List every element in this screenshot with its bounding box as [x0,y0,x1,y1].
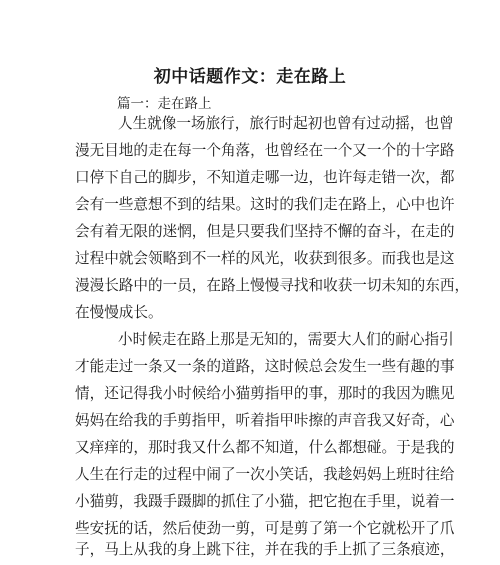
paragraph-1-line-8: 在慢慢成长。 [75,304,163,321]
paragraph-2-line-2: 才能走过一条又一条的道路，这时候总会发生一些有趣的事 [75,358,455,375]
paragraph-2-line-4: 妈妈在给我的手剪指甲，听着指甲咔擦的声音我又好奇，心 [75,412,455,429]
paragraph-1-line-1: 人生就像一场旅行，旅行时起初也曾有过动摇，也曾 [118,115,454,132]
paragraph-2-line-1: 小时候走在路上那是无知的，需要大人们的耐心指引 [118,331,454,348]
document-subtitle: 篇一：走在路上 [117,96,212,112]
paragraph-2-line-3: 情，还记得我小时候给小猫剪指甲的事，那时的我因为瞧见 [75,385,455,402]
paragraph-2-line-6: 人生在行走的过程中闹了一次小笑话，我趁妈妈上班时往给 [75,466,455,483]
paragraph-2-line-8: 些安抚的话，然后使劲一剪，可是剪了第一个它就松开了爪 [75,520,455,537]
paragraph-1-line-7: 漫漫长路中的一员，在路上慢慢寻找和收获一切未知的东西， [75,277,470,294]
paragraph-1-line-2: 漫无目地的走在每一个角落，也曾经在一个又一个的十字路 [75,142,455,159]
paragraph-2-line-5: 又痒痒的，那时我又什么都不知道，什么都想碰。于是我的 [75,439,455,456]
paragraph-1-line-4: 会有一些意想不到的结果。这时的我们走在路上，心中也许 [75,196,455,213]
document-title: 初中话题作文：走在路上 [153,67,347,87]
paragraph-1-line-6: 过程中就会领略到不一样的风光，收获到很多。而我也是这 [75,250,455,267]
paragraph-1-line-3: 口停下自己的脚步，不知道走哪一边，也许每走错一次，都 [75,169,455,186]
paragraph-2-line-7: 小猫剪，我蹑手蹑脚的抓住了小猫，把它抱在手里，说着一 [75,493,455,510]
paragraph-2-line-9: 子，马上从我的身上跳下往，并在我的手上抓了三条痕迹， [75,541,455,558]
paragraph-1-line-5: 会有着无限的迷惘，但是只要我们坚持不懈的奋斗，在走的 [75,223,455,240]
